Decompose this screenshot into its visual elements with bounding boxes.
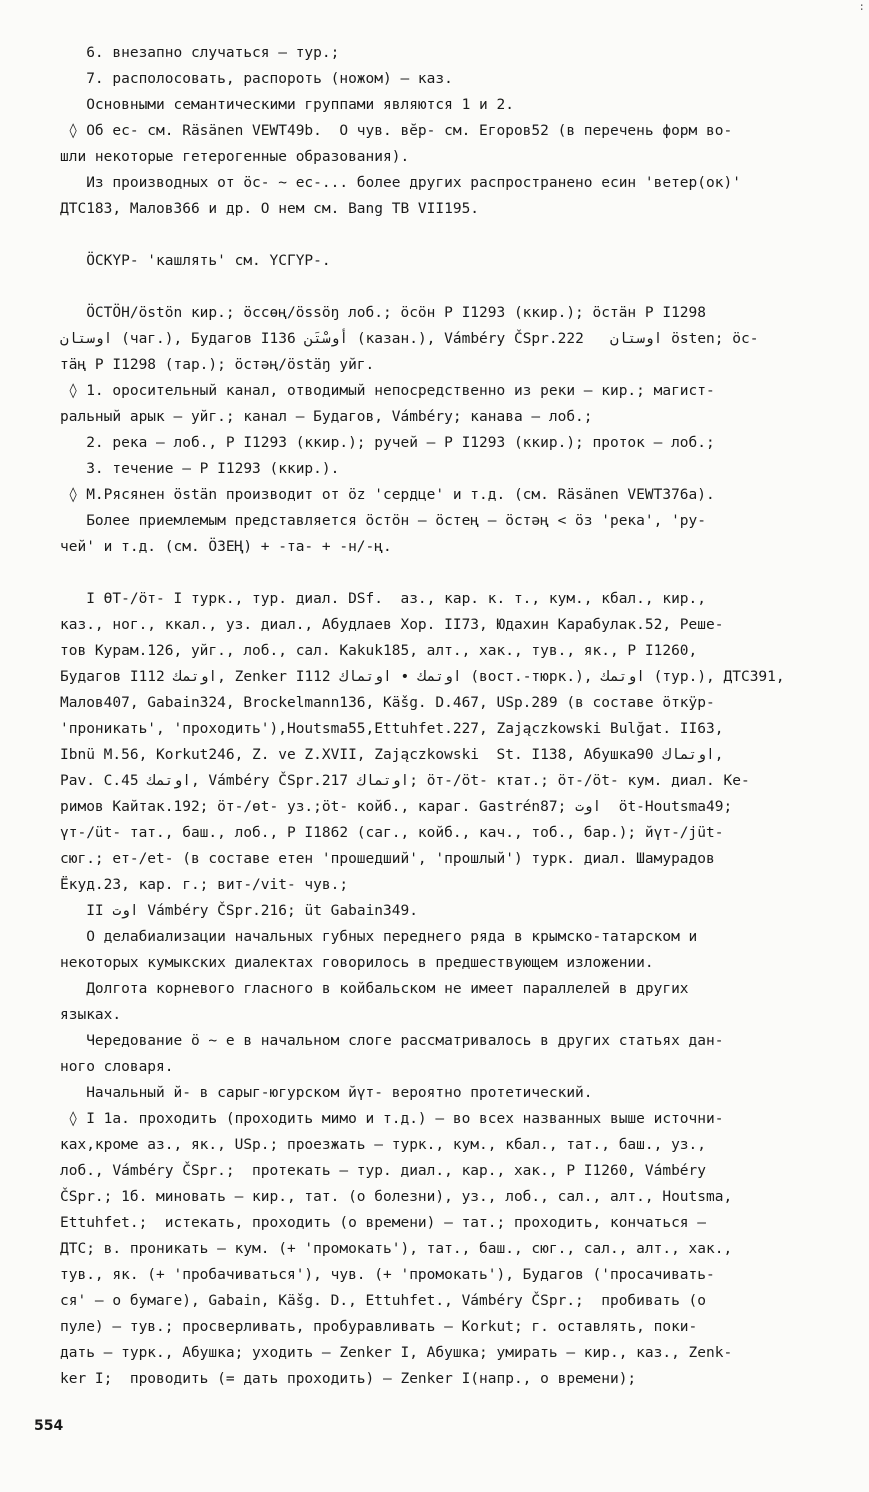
text-line: Ёкуд.23, кар. г.; вит-/vit- чув.; (60, 877, 349, 893)
text-line: 7. располосовать, распороть (ножом) – каз. (60, 71, 453, 87)
text-line: тов Курам.126, уйг., лоб., сал. Kakuk185, алт., хак., тув., як., Р I1260, (60, 643, 698, 659)
text-line: I ӨТ-/öт- I турк., тур. диал. DSf. аз., кар. к. т., кум., кбал., кир., (60, 591, 707, 607)
text-line: үт-/üt- тат., баш., лоб., Р I1862 (саг., койб., кач., тоб., бар.); йүт-/jüt- (60, 825, 724, 841)
page-number: 554 (34, 1418, 64, 1434)
text-line: ного словаря. (60, 1059, 174, 1075)
text-line: ker I; проводить (= дать проходить) – Zenker I(напр., о времени); (60, 1371, 637, 1387)
text-line: римов Кайтак.192; ӧт-/өt- уз.;öt- койб., караг. Gastrén87; اوت öt-Houtsma49; (60, 799, 733, 815)
text-line: ◊ 1. оросительный канал, отводимый непосредственно из реки – кир.; магист- (60, 383, 715, 399)
text-line: ся' – о бумаге), Gabain, Käšg. D., Ettuhfet., Vámbéry ČSpr.; пробивать (о (60, 1293, 707, 1309)
text-line: 2. река – лоб., Р I1293 (ккир.); ручей – Р I1293 (ккир.); проток – лоб.; (60, 435, 715, 451)
text-line: Pav. C.45 اوتمك, Vámbéry ČSpr.217 اوتماك; ӧт-/öt- ктат.; ӧт-/öt- кум. диал. Ке- (60, 773, 750, 789)
text-line: ках,кроме аз., як., USp.; проезжать – турк., кум., кбал., тат., баш., уз., (60, 1137, 707, 1153)
text-line: Более приемлемым представляется ӧстӧн – ӧстең – ӧстәң < ӧз 'река', 'ру- (60, 513, 707, 529)
text-line: Долгота корневого гласного в койбальском не имеет параллелей в других (60, 981, 689, 997)
text-line: тӓң Р I1298 (тар.); ӧстәң/östäŋ уйг. (60, 357, 375, 373)
text-line: ◊ М.Рясянен östän производит от öz 'сердце' и т.д. (см. Räsänen VEWT376a). (60, 487, 715, 503)
text-line: Будагов I112 اوتمك, Zenker I112 اوتمك • اوتماك (вост.-тюрк.), اوتمك (тур.), ДТС391, (60, 669, 785, 685)
dictionary-text (60, 40, 860, 1392)
text-line: Малов407, Gabain324, Brockelmann136, Käšg. D.467, USp.289 (в составе ӧткӱр- (60, 695, 715, 711)
blank-line (60, 560, 860, 586)
text-line: чей' и т.д. (см. ӦЗЕҢ) + -та- + -н/-ң. (60, 539, 392, 555)
text-line: 6. внезапно случаться – тур.; (60, 45, 340, 61)
text-line: Ettuhfet.; истекать, проходить (о времени) – тат.; проходить, кончаться – (60, 1215, 707, 1231)
text-line: 'проникать', 'проходить'),Houtsma55,Ettuhfet.227, Zajączkowski Bulğat. II63, (60, 721, 724, 737)
text-line: ◊ Об ес- см. Räsänen VEWT49b. О чув. вĕр- см. Егоров52 (в перечень форм во- (60, 123, 733, 139)
text-line: ӦСКҮР- 'кашлять' см. ҮСГҮР-. (60, 253, 331, 269)
text-line: Ibnü M.56, Korkut246, Z. ve Z.XVII, Zajączkowski St. I138, Абушка90 اوتماك, (60, 747, 724, 763)
text-line: Из производных от ӧс- ~ ес-... более других распространено есин 'ветер(ок)' (60, 175, 741, 191)
text-line: языках. (60, 1007, 122, 1023)
text-line: сюг.; ет-/et- (в составе етен 'прошедший', 'прошлый') турк. диал. Шамурадов (60, 851, 715, 867)
text-line: лоб., Vámbéry ČSpr.; протекать – тур. диал., кар., хак., Р I1260, Vámbéry (60, 1163, 707, 1179)
text-line: ӦСТӦН/östön кир.; ӧссөң/össöŋ лоб.; ӧсӧн Р I1293 (ккир.); ӧстӓн Р I1298 (60, 305, 707, 321)
text-line: О делабиализации начальных губных переднего ряда в крымско-татарском и (60, 929, 698, 945)
text-line: каз., ног., ккал., уз. диал., Абудлаев Хор. II73, Юдахин Карабулак.52, Реше- (60, 617, 724, 633)
text-line: Начальный й- в сарыг-югурском йүт- вероятно протетический. (60, 1085, 593, 1101)
corner-mark: : (858, 0, 865, 13)
text-line: тув., як. (+ 'пробачиваться'), чув. (+ 'промокать'), Будагов ('просачивать- (60, 1267, 715, 1283)
text-line: дать – турк., Абушка; уходить – Zenker I, Абушка; умирать – кир., каз., Zenk- (60, 1345, 733, 1361)
text-line: اوستان (чаг.), Будагов I136 أوسْتَن (казан.), Vámbéry ČSpr.222 اوستان östen; ӧс- (60, 331, 759, 347)
text-line: 3. течение – Р I1293 (ккир.). (60, 461, 340, 477)
text-line: шли некоторые гетерогенные образования). (60, 149, 410, 165)
text-line: Чередование ӧ ~ е в начальном слоге рассматривалось в других статьях дан- (60, 1033, 724, 1049)
text-line: ДТС; в. проникать – кум. (+ 'промокать'), тат., баш., сюг., сал., алт., хак., (60, 1241, 733, 1257)
text-line: ДТС183, Малов366 и др. О нем см. Bang TB VII195. (60, 201, 480, 217)
blank-line (60, 222, 860, 248)
text-line: II اوت Vámbéry ČSpr.216; üt Gabain349. (60, 903, 418, 919)
blank-line (60, 274, 860, 300)
text-line: Основными семантическими группами являются 1 и 2. (60, 97, 514, 113)
text-line: пуле) – тув.; просверливать, пробуравливать – Korkut; г. оставлять, поки- (60, 1319, 698, 1335)
text-line: ральный арык – уйг.; канал – Будагов, Vámbéry; канава – лоб.; (60, 409, 593, 425)
text-line: ČSpr.; 1б. миновать – кир., тат. (о болезни), уз., лоб., сал., алт., Houtsma, (60, 1189, 733, 1205)
text-line: некоторых кумыкских диалектах говорилось в предшествующем изложении. (60, 955, 654, 971)
text-line: ◊ I 1а. проходить (проходить мимо и т.д.) – во всех названных выше источни- (60, 1111, 724, 1127)
